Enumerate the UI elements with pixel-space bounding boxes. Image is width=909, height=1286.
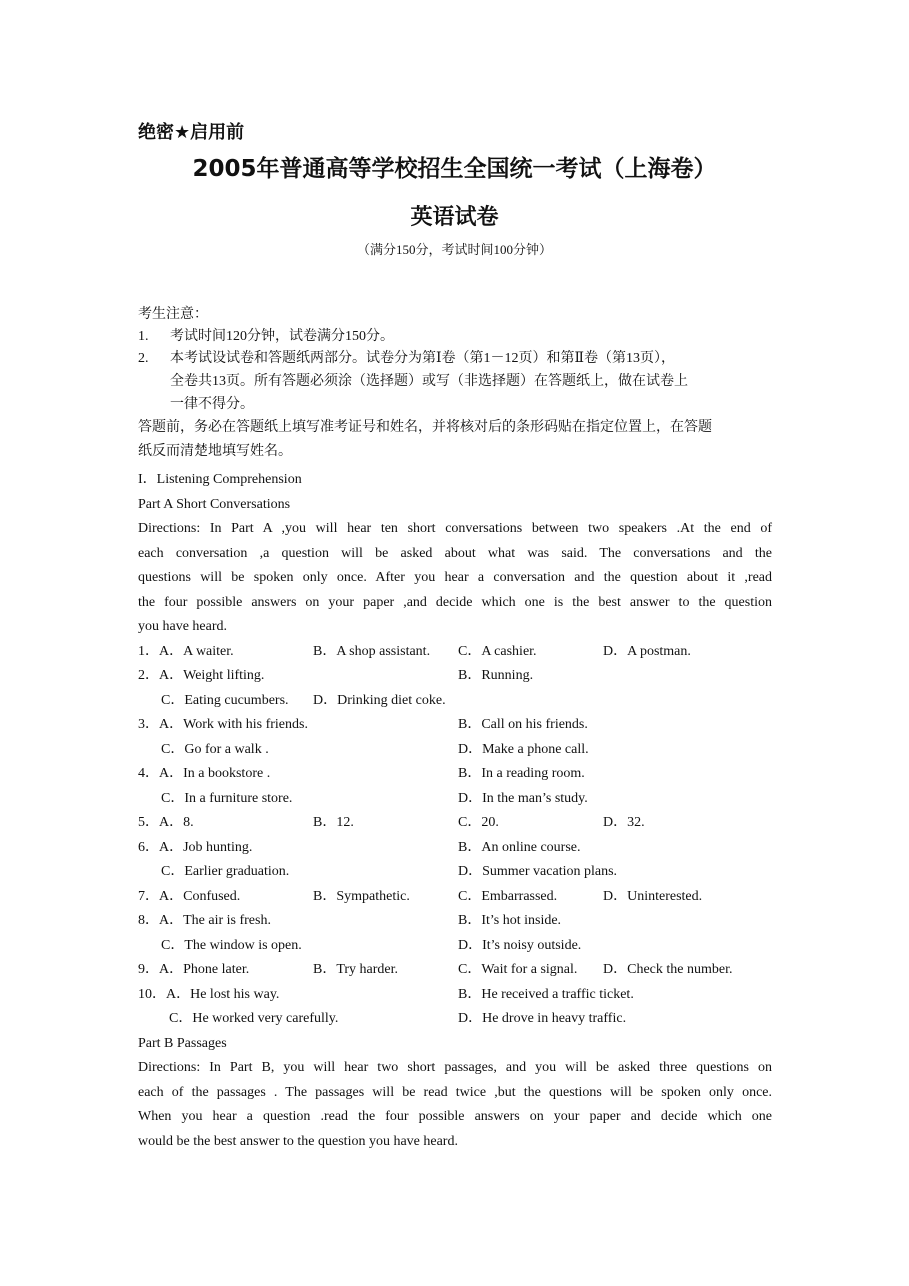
directions-line: you have heard. <box>138 619 228 634</box>
option-c: C．In a furniture store. <box>161 790 293 806</box>
question-row <box>138 762 772 787</box>
notes-paragraph: 纸反而清楚地填写姓名。 <box>138 444 292 459</box>
question-row <box>138 1007 772 1032</box>
notes-item-number: 1. <box>138 329 149 344</box>
question-row <box>138 640 772 665</box>
directions-line: Directions: In Part A ,you will hear ten short conversations between two speakers .At the end of <box>138 521 772 536</box>
option-a: 2．A．Weight lifting. <box>138 668 265 683</box>
option-b: B．He received a traffic ticket. <box>458 986 634 1002</box>
notes-item-text: 考试时间120分钟，试卷满分150分。 <box>170 329 394 344</box>
directions-line: each conversation ,a question will be asked about what was said. The conversations and the <box>138 545 772 561</box>
question-row <box>138 958 772 983</box>
directions-line: the four possible answers on your paper ,and decide which one is the best answer to the question <box>138 594 772 610</box>
option-c: C．Wait for a signal. <box>458 962 578 977</box>
option-d: D．Check the number. <box>603 962 733 977</box>
option-a: 7．A．Confused. <box>138 888 241 904</box>
option-b: B．Sympathetic. <box>313 888 410 904</box>
notes-heading: 考生注意： <box>138 307 208 322</box>
part-a-heading: Part A Short Conversations <box>138 496 291 512</box>
option-d: D．A postman. <box>603 643 691 659</box>
option-c: C．Embarrassed. <box>458 888 558 904</box>
option-c: C．He worked very carefully. <box>169 1011 339 1026</box>
notes-item-text: 本考试设试卷和答题纸两部分。试卷分为第Ⅰ卷（第1－12页）和第Ⅱ卷（第13页）， <box>170 351 676 366</box>
option-a: 5．A．8. <box>138 815 194 830</box>
question-row <box>138 713 772 738</box>
option-b: B．It’s hot inside. <box>458 913 562 928</box>
directions-line: questions will be spoken only once. After you hear a conversation and the question about it ,read <box>138 570 772 585</box>
option-b: B．An online course. <box>458 839 581 855</box>
question-row <box>138 983 772 1008</box>
exam-title: 2005年普通高等学校招生全国统一考试（上海卷） <box>192 156 717 182</box>
listening-section <box>138 468 772 1154</box>
question-row <box>138 909 772 934</box>
directions-line: would be the best answer to the question you have heard. <box>138 1133 458 1149</box>
option-d: D．32. <box>603 815 645 830</box>
option-a: 10．A．He lost his way. <box>138 986 280 1002</box>
question-row <box>138 689 772 714</box>
option-a: 1．A．A waiter. <box>138 643 234 659</box>
option-d: D．In the man’s study. <box>458 790 588 806</box>
option-d: D．He drove in heavy traffic. <box>458 1011 627 1026</box>
directions-line: Directions: In Part B, you will hear two short passages, and you will be asked three questions on <box>138 1060 772 1075</box>
notes-item <box>138 326 772 348</box>
option-c: C．A cashier. <box>458 643 537 659</box>
option-c: C．Earlier graduation. <box>161 864 290 879</box>
option-b: B．12. <box>313 815 354 830</box>
option-a: 4．A．In a bookstore . <box>138 766 271 781</box>
option-d: D．Summer vacation plans. <box>458 864 618 879</box>
question-row <box>138 934 772 959</box>
directions-line: each of the passages . The passages will be read twice ,but the questions will be spoken only once. <box>138 1084 772 1100</box>
option-c: C．Eating cucumbers. <box>161 692 289 708</box>
question-row <box>138 738 772 763</box>
directions-line: When you hear a question .read the four possible answers on your paper and decide which one <box>138 1109 772 1124</box>
exam-subtitle: 英语试卷 <box>410 205 499 230</box>
option-a: 3．A．Work with his friends. <box>138 717 308 732</box>
option-c: C．20. <box>458 815 499 830</box>
question-row <box>138 885 772 910</box>
notes-item <box>138 348 772 370</box>
option-d: D．Drinking diet coke. <box>313 692 446 708</box>
score-time-note: （满分150分，考试时间100分钟） <box>356 242 552 257</box>
option-a: 8．A．The air is fresh. <box>138 913 271 928</box>
option-b: B．Try harder. <box>313 962 399 977</box>
option-d: D．Uninterested. <box>603 888 703 904</box>
confidential-label: 绝密★启用前 <box>138 122 245 143</box>
question-row <box>138 860 772 885</box>
option-b: B．Call on his friends. <box>458 717 588 732</box>
question-row <box>138 836 772 861</box>
option-b: B．Running. <box>458 668 534 683</box>
notes-item-continuation: 全卷共13页。所有答题必须涂（选择题）或写（非选择题）在答题纸上，做在试卷上 <box>170 374 688 389</box>
question-row <box>138 664 772 689</box>
option-c: C．The window is open. <box>161 937 302 953</box>
option-b: B．In a reading room. <box>458 766 585 781</box>
question-row <box>138 811 772 836</box>
option-d: D．It’s noisy outside. <box>458 937 582 953</box>
option-c: C．Go for a walk . <box>161 741 269 757</box>
section-heading: I．Listening Comprehension <box>138 472 302 487</box>
option-b: B．A shop assistant. <box>313 643 431 659</box>
candidate-notes <box>138 304 772 464</box>
notes-item-number: 2. <box>138 351 149 366</box>
option-d: D．Make a phone call. <box>458 741 589 757</box>
option-a: 6．A．Job hunting. <box>138 839 253 855</box>
notes-paragraph: 答题前，务必在答题纸上填写准考证号和姓名，并将核对后的条形码贴在指定位置上，在答题 <box>138 420 712 435</box>
option-a: 9．A．Phone later. <box>138 962 250 977</box>
part-b-heading: Part B Passages <box>138 1035 227 1051</box>
question-row <box>138 787 772 812</box>
notes-item-continuation: 一律不得分。 <box>170 397 254 412</box>
